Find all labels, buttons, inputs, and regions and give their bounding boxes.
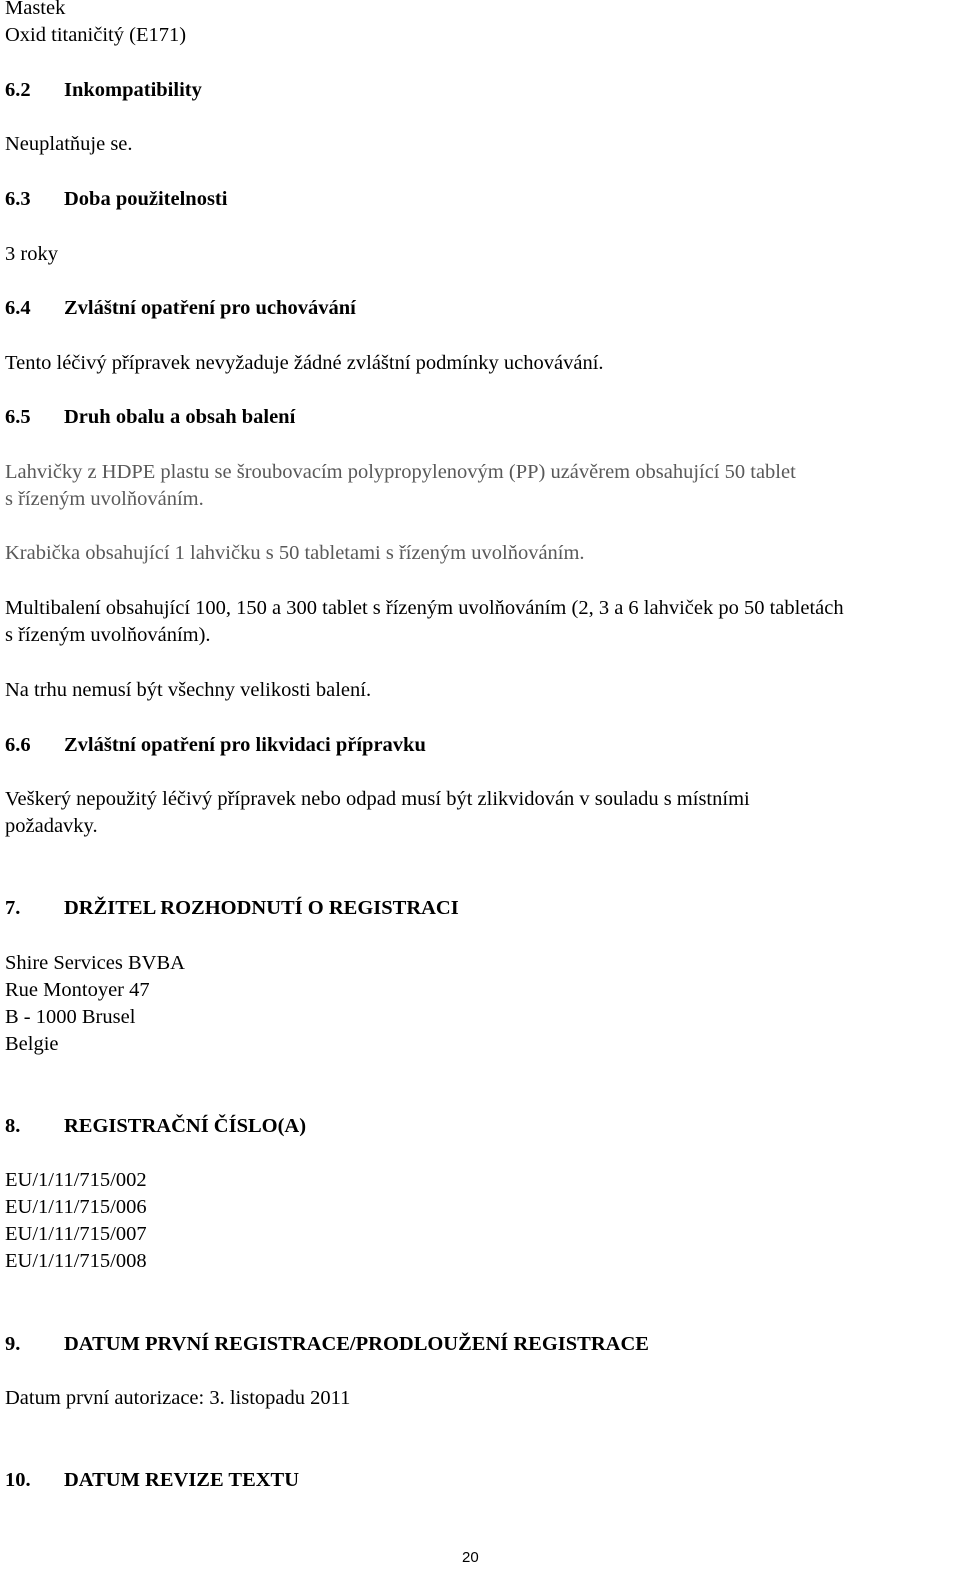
section-6-5-paragraph-line: s řízeným uvolňováním. (5, 488, 204, 510)
registration-number: EU/1/11/715/006 (5, 1196, 147, 1218)
holder-address-line: Rue Montoyer 47 (5, 979, 150, 1001)
section-6-3-heading: 6.3 Doba použitelnosti (5, 188, 228, 210)
section-6-6-text-line: Veškerý nepoužitý léčivý přípravek nebo odpad musí být zlikvidován v souladu s místními (5, 788, 750, 810)
section-10-heading: 10. DATUM REVIZE TEXTU (5, 1469, 300, 1491)
holder-address-line: Belgie (5, 1033, 59, 1055)
section-6-2-text: Neuplatňuje se. (5, 133, 133, 155)
section-6-5-paragraph-line: Krabička obsahující 1 lahvičku s 50 tabletami s řízeným uvolňováním. (5, 542, 585, 564)
section-6-5-paragraph-line: Lahvičky z HDPE plastu se šroubovacím polypropylenovým (PP) uzávěrem obsahující 50 tablet (5, 461, 796, 483)
section-9-text: Datum první autorizace: 3. listopadu 2011 (5, 1387, 351, 1409)
section-6-4-text: Tento léčivý přípravek nevyžaduje žádné zvláštní podmínky uchovávání. (5, 352, 604, 374)
section-6-3-text: 3 roky (5, 243, 58, 265)
registration-number: EU/1/11/715/002 (5, 1169, 147, 1191)
section-6-6-text-line: požadavky. (5, 815, 98, 837)
page-number: 20 (462, 1549, 479, 1566)
section-6-5-paragraph-line: Multibalení obsahující 100, 150 a 300 tablet s řízeným uvolňováním (2, 3 a 6 lahviček po 50 tabletách (5, 597, 844, 619)
registration-number: EU/1/11/715/008 (5, 1250, 147, 1272)
excipient-line: Oxid titaničitý (E171) (5, 24, 187, 46)
section-6-6-heading: 6.6 Zvláštní opatření pro likvidaci přípravku (5, 734, 426, 756)
section-6-2-heading: 6.2 Inkompatibility (5, 79, 202, 101)
section-9-heading: 9. DATUM PRVNÍ REGISTRACE/PRODLOUŽENÍ REGISTRACE (5, 1333, 649, 1355)
excipient-line: Mastek (5, 0, 66, 19)
registration-number: EU/1/11/715/007 (5, 1223, 147, 1245)
section-6-5-paragraph-line: s řízeným uvolňováním). (5, 624, 211, 646)
holder-address-line: B - 1000 Brusel (5, 1006, 136, 1028)
section-7-heading: 7. DRŽITEL ROZHODNUTÍ O REGISTRACI (5, 897, 459, 919)
section-6-4-heading: 6.4 Zvláštní opatření pro uchovávání (5, 297, 356, 319)
section-6-5-paragraph-line: Na trhu nemusí být všechny velikosti balení. (5, 679, 372, 701)
section-8-heading: 8. REGISTRAČNÍ ČÍSLO(A) (5, 1115, 307, 1137)
holder-address-line: Shire Services BVBA (5, 952, 185, 974)
section-6-5-heading: 6.5 Druh obalu a obsah balení (5, 406, 296, 428)
